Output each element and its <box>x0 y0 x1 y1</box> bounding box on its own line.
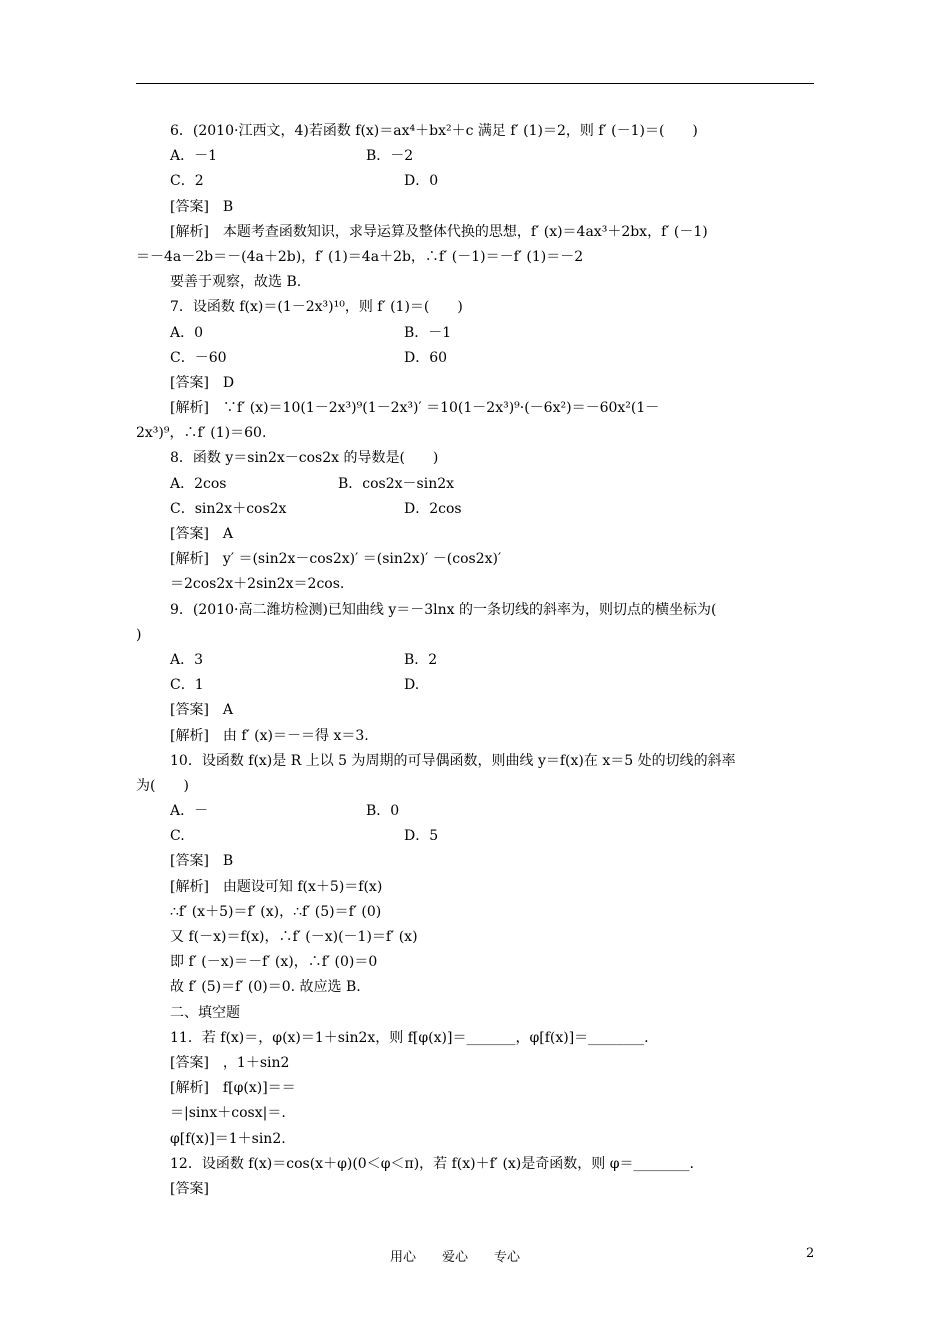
option-text: A．0 <box>170 324 204 341</box>
text-line: φ[f(x)]＝1＋sin2. <box>170 1130 286 1147</box>
text-line: 为( ) <box>136 777 189 794</box>
text-line: [解析] f[φ(x)]＝＝ <box>170 1080 296 1097</box>
text-line: ＝2cos2x＋2sin2x＝2cos. <box>170 576 345 593</box>
text-line: [解析] ∵f′ (x)＝10(1－2x³)⁹(1－2x³)′ ＝10(1－2x³)⁹·(－6x²)＝－60x²(1－ <box>170 400 660 417</box>
option-text: D．60 <box>404 349 448 366</box>
text-line: 二、填空题 <box>170 1004 240 1021</box>
text-line: ) <box>136 626 142 643</box>
page-number: 2 <box>806 1246 815 1261</box>
page-footer <box>0 1246 950 1268</box>
text-line <box>136 472 816 497</box>
option-text: B．2 <box>404 651 438 668</box>
text-line: [答案] D <box>170 374 235 391</box>
option-text: D．2cos <box>404 500 462 517</box>
text-line: [解析] 由题设可知 f(x＋5)＝f(x) <box>170 878 383 895</box>
option-text: C．－60 <box>170 349 227 366</box>
text-line: [答案] B <box>170 198 234 215</box>
option-text: D．5 <box>404 828 439 845</box>
text-line: [答案] A <box>170 526 234 542</box>
option-text: A．－1 <box>170 148 218 165</box>
text-line: 11．若 f(x)＝，φ(x)＝1＋sin2x，则 f[φ(x)]＝_______，φ[f(x)]＝________. <box>170 1029 649 1046</box>
text-line: [答案] A <box>170 702 234 719</box>
option-text: B．－2 <box>366 148 414 165</box>
text-line: ∴f′ (x＋5)＝f′ (x)，∴f′ (5)＝f′ (0) <box>170 903 382 920</box>
text-line: 12．设函数 f(x)＝cos(x＋φ)(0＜φ＜π)，若 f(x)＋f′ (x)是奇函数，则 φ＝________. <box>170 1155 694 1172</box>
text-line: [解析] 本题考查函数知识，求导运算及整体代换的思想，f′ (x)＝4ax³＋2bx，f′ (－1) <box>170 223 708 240</box>
footer-motto: 用心 爱心 专心 <box>390 1250 521 1265</box>
text-line: 又 f(－x)＝f(x)，∴f′ (－x)(－1)＝f′ (x) <box>170 929 418 945</box>
option-text: B．cos2x－sin2x <box>338 475 455 492</box>
text-line: [答案] <box>170 1180 209 1197</box>
text-line: [答案] ，1＋sin2 <box>170 1054 290 1071</box>
text-line: 7．设函数 f(x)＝(1－2x³)¹⁰，则 f′ (1)＝( ) <box>170 299 463 316</box>
text-line: [答案] B <box>170 853 234 870</box>
text-line: ＝－4a－2b＝－(4a＋2b)，f′ (1)＝4a＋2b，∴f′ (－1)＝－f′ (1)＝－2 <box>136 248 584 265</box>
option-text: C. <box>170 828 185 845</box>
text-line: 故 f′ (5)＝f′ (0)＝0. 故应选 B. <box>170 979 361 996</box>
text-line <box>136 824 816 849</box>
text-line: 10．设函数 f(x)是 R 上以 5 为周期的可导偶函数，则曲线 y＝f(x)在 x＝5 处的切线的斜率 <box>170 752 736 769</box>
text-line <box>136 144 816 169</box>
option-text: A．－ <box>170 803 209 820</box>
option-text: D. <box>404 677 420 694</box>
option-text: A．2cos <box>170 475 227 492</box>
text-line <box>136 673 816 698</box>
text-line: 2x³)⁹，∴f′ (1)＝60. <box>136 425 267 442</box>
text-line: 即 f′ (－x)＝－f′ (x)，∴f′ (0)＝0 <box>170 954 378 971</box>
text-line <box>136 497 816 522</box>
text-line <box>136 799 816 824</box>
text-line: ＝|sinx＋cosx|＝. <box>170 1105 286 1122</box>
header-rule <box>136 83 814 84</box>
text-line: [解析] 由 f′ (x)＝－＝得 x＝3. <box>170 727 369 744</box>
text-line: 6．(2010·江西文，4)若函数 f(x)＝ax⁴＋bx²＋c 满足 f′ (1)＝2，则 f′ (－1)＝( ) <box>170 123 698 139</box>
text-line: 要善于观察，故选 B. <box>170 274 302 291</box>
text-line: 8．函数 y＝sin2x－cos2x 的导数是( ) <box>170 450 439 467</box>
document-body <box>136 119 816 1202</box>
option-text: C．sin2x＋cos2x <box>170 500 287 517</box>
text-line: [解析] y′ ＝(sin2x－cos2x)′ ＝(sin2x)′ －(cos2x)′ <box>170 551 502 568</box>
text-line <box>136 169 816 194</box>
option-text: C．2 <box>170 173 204 190</box>
text-line <box>136 648 816 673</box>
text-line <box>136 321 816 346</box>
option-text: A．3 <box>170 651 204 668</box>
text-line: 9．(2010·高二潍坊检测)已知曲线 y＝－3lnx 的一条切线的斜率为，则切点的横坐标为( <box>170 601 717 618</box>
option-text: C．1 <box>170 677 204 694</box>
option-text: D．0 <box>404 173 439 190</box>
option-text: B．0 <box>366 803 400 820</box>
text-line <box>136 346 816 371</box>
option-text: B．－1 <box>404 324 452 341</box>
